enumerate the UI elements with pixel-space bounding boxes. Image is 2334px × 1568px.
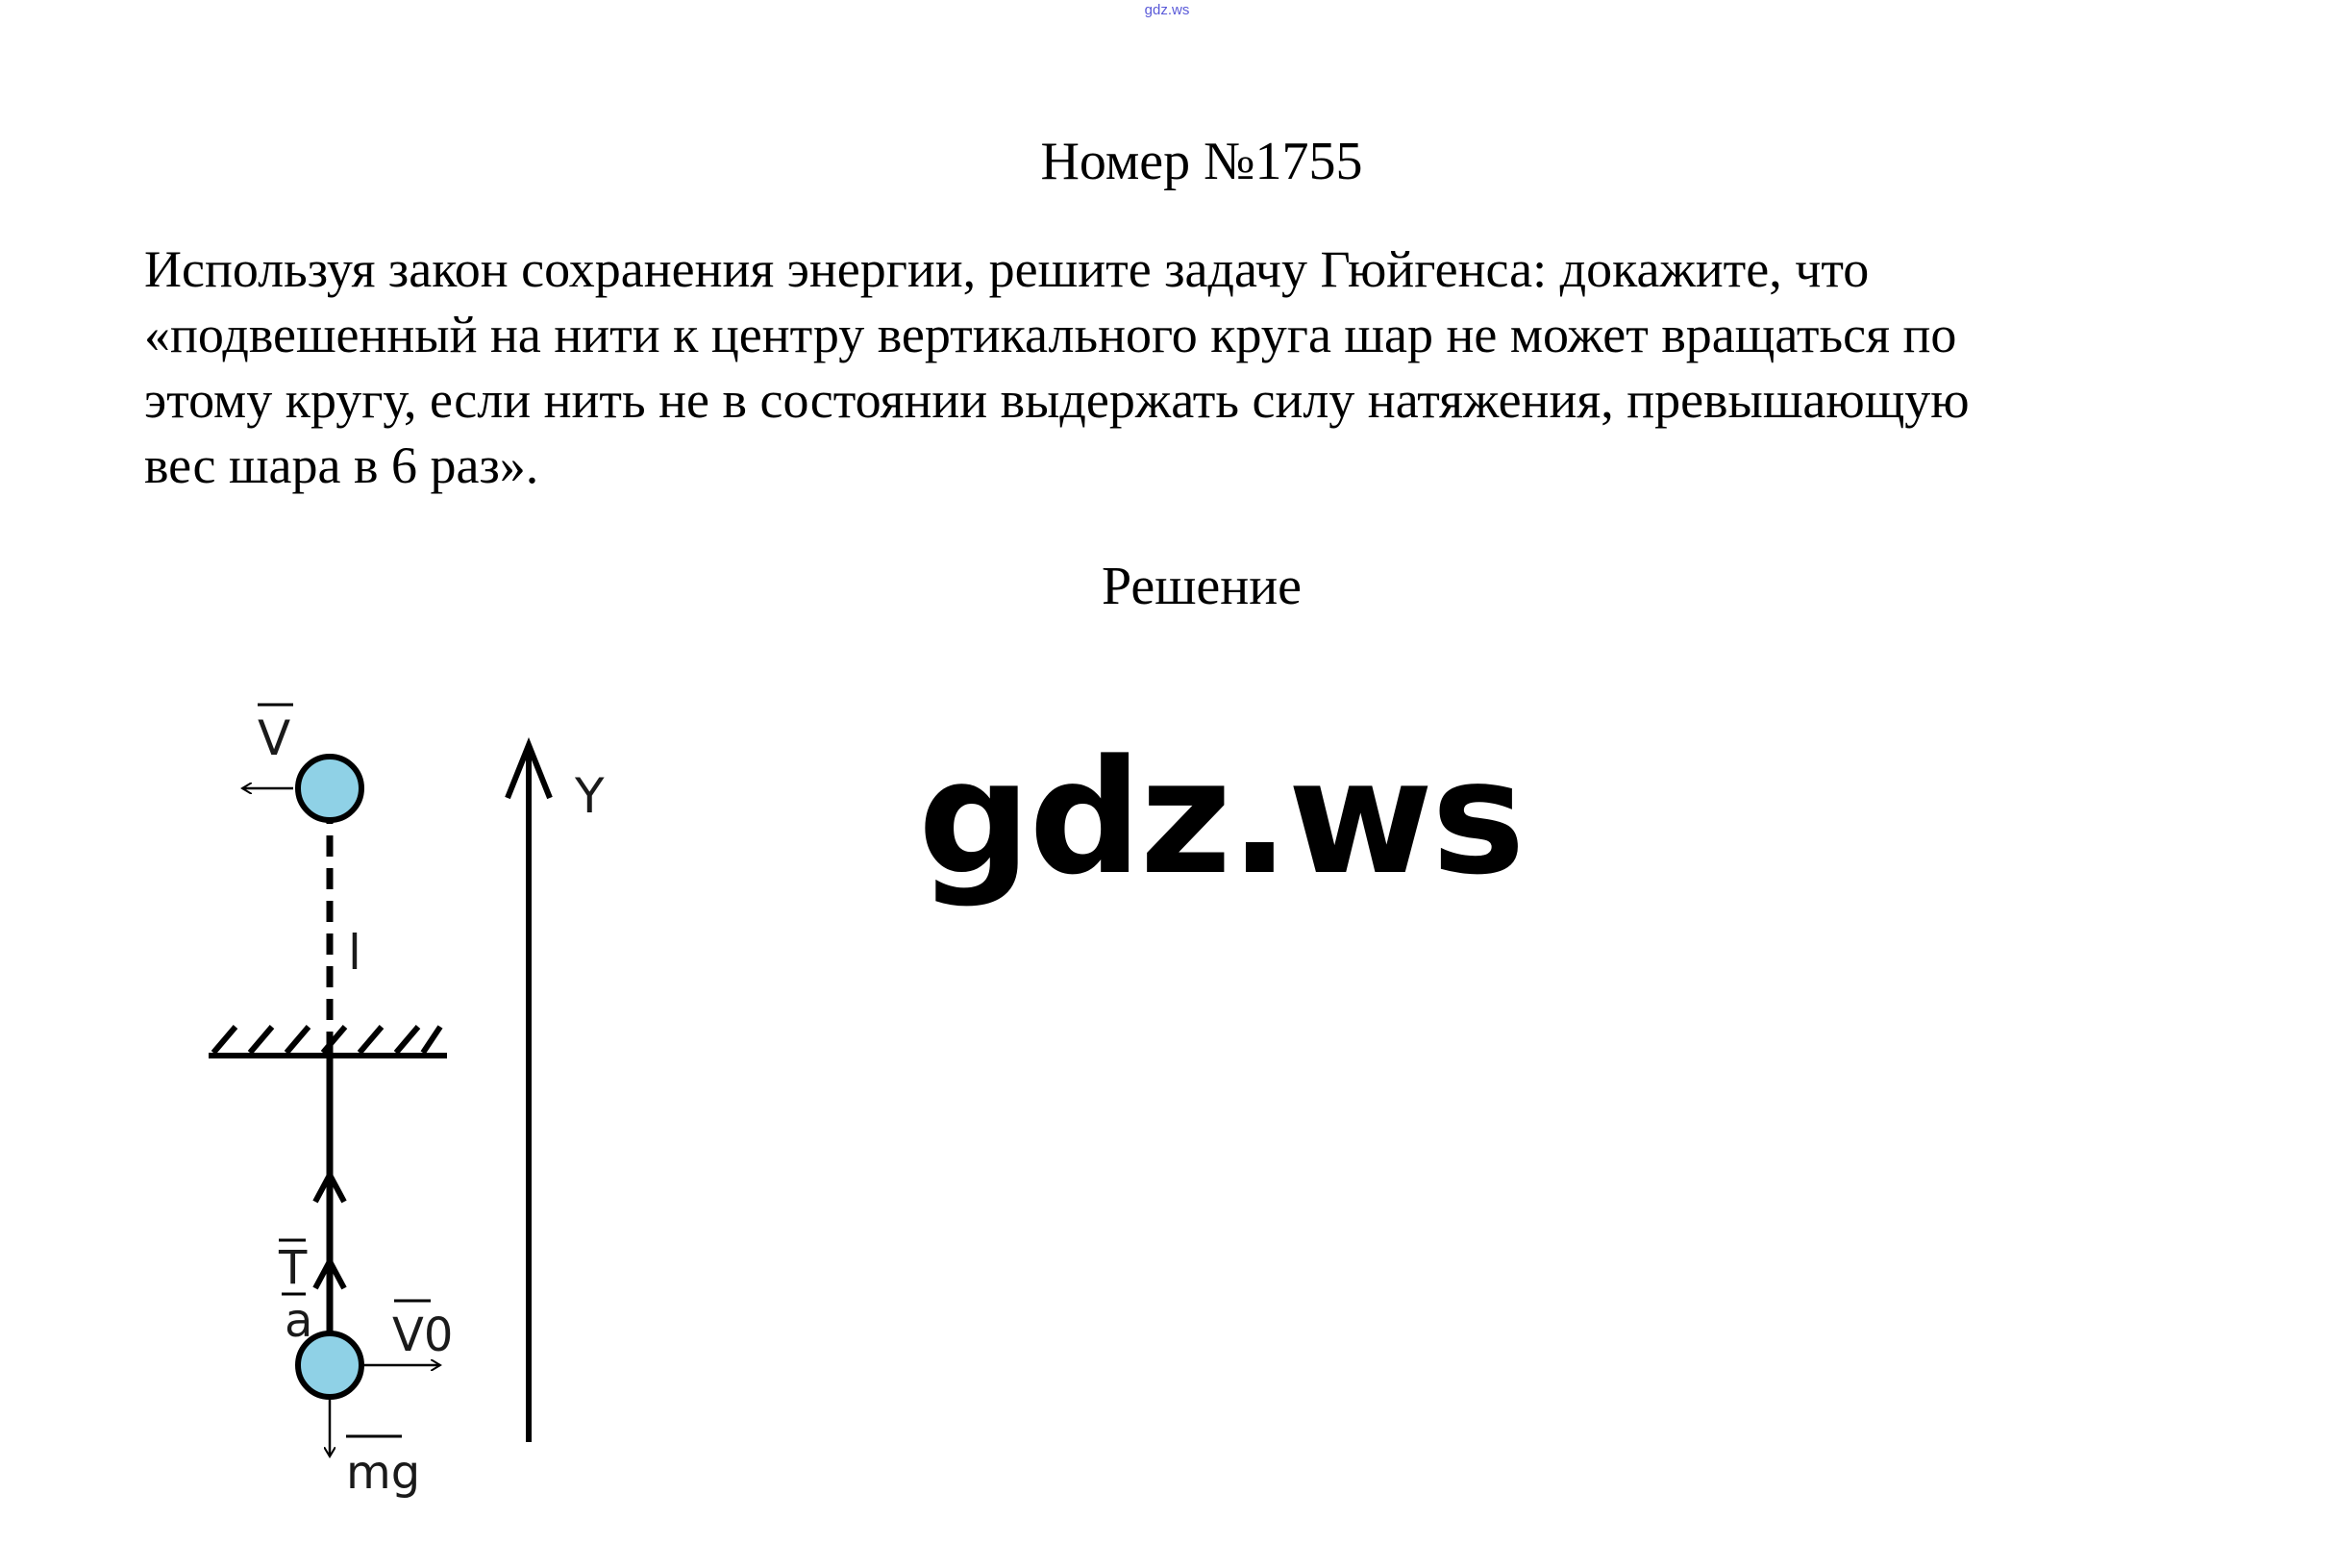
watermark-logo: gdz.ws xyxy=(918,726,1524,909)
page-title: Номер №1755 xyxy=(1040,132,1363,191)
gravity-label: mg xyxy=(346,1446,421,1500)
acceleration-label: a xyxy=(285,1294,313,1348)
velocity-top-label: V xyxy=(258,710,291,766)
tension-label: T xyxy=(279,1241,308,1295)
v0-label: V0 xyxy=(392,1308,454,1362)
y-axis-label: Y xyxy=(575,768,605,824)
site-mark[interactable]: gdz.ws xyxy=(1144,2,1190,18)
ball-top xyxy=(298,757,361,820)
length-label: l xyxy=(348,925,361,981)
solution-heading: Решение xyxy=(1101,557,1303,616)
problem-statement: Используя закон сохранения энергии, решите задачу Гюйгенса: докажите, что «подвешенный на нити к центру вертикального круга шар не может вращаться по этому кругу, если нить не в состоянии выдержать силу натяжения, превышающую вес шара в 6 раз». xyxy=(144,240,1970,494)
